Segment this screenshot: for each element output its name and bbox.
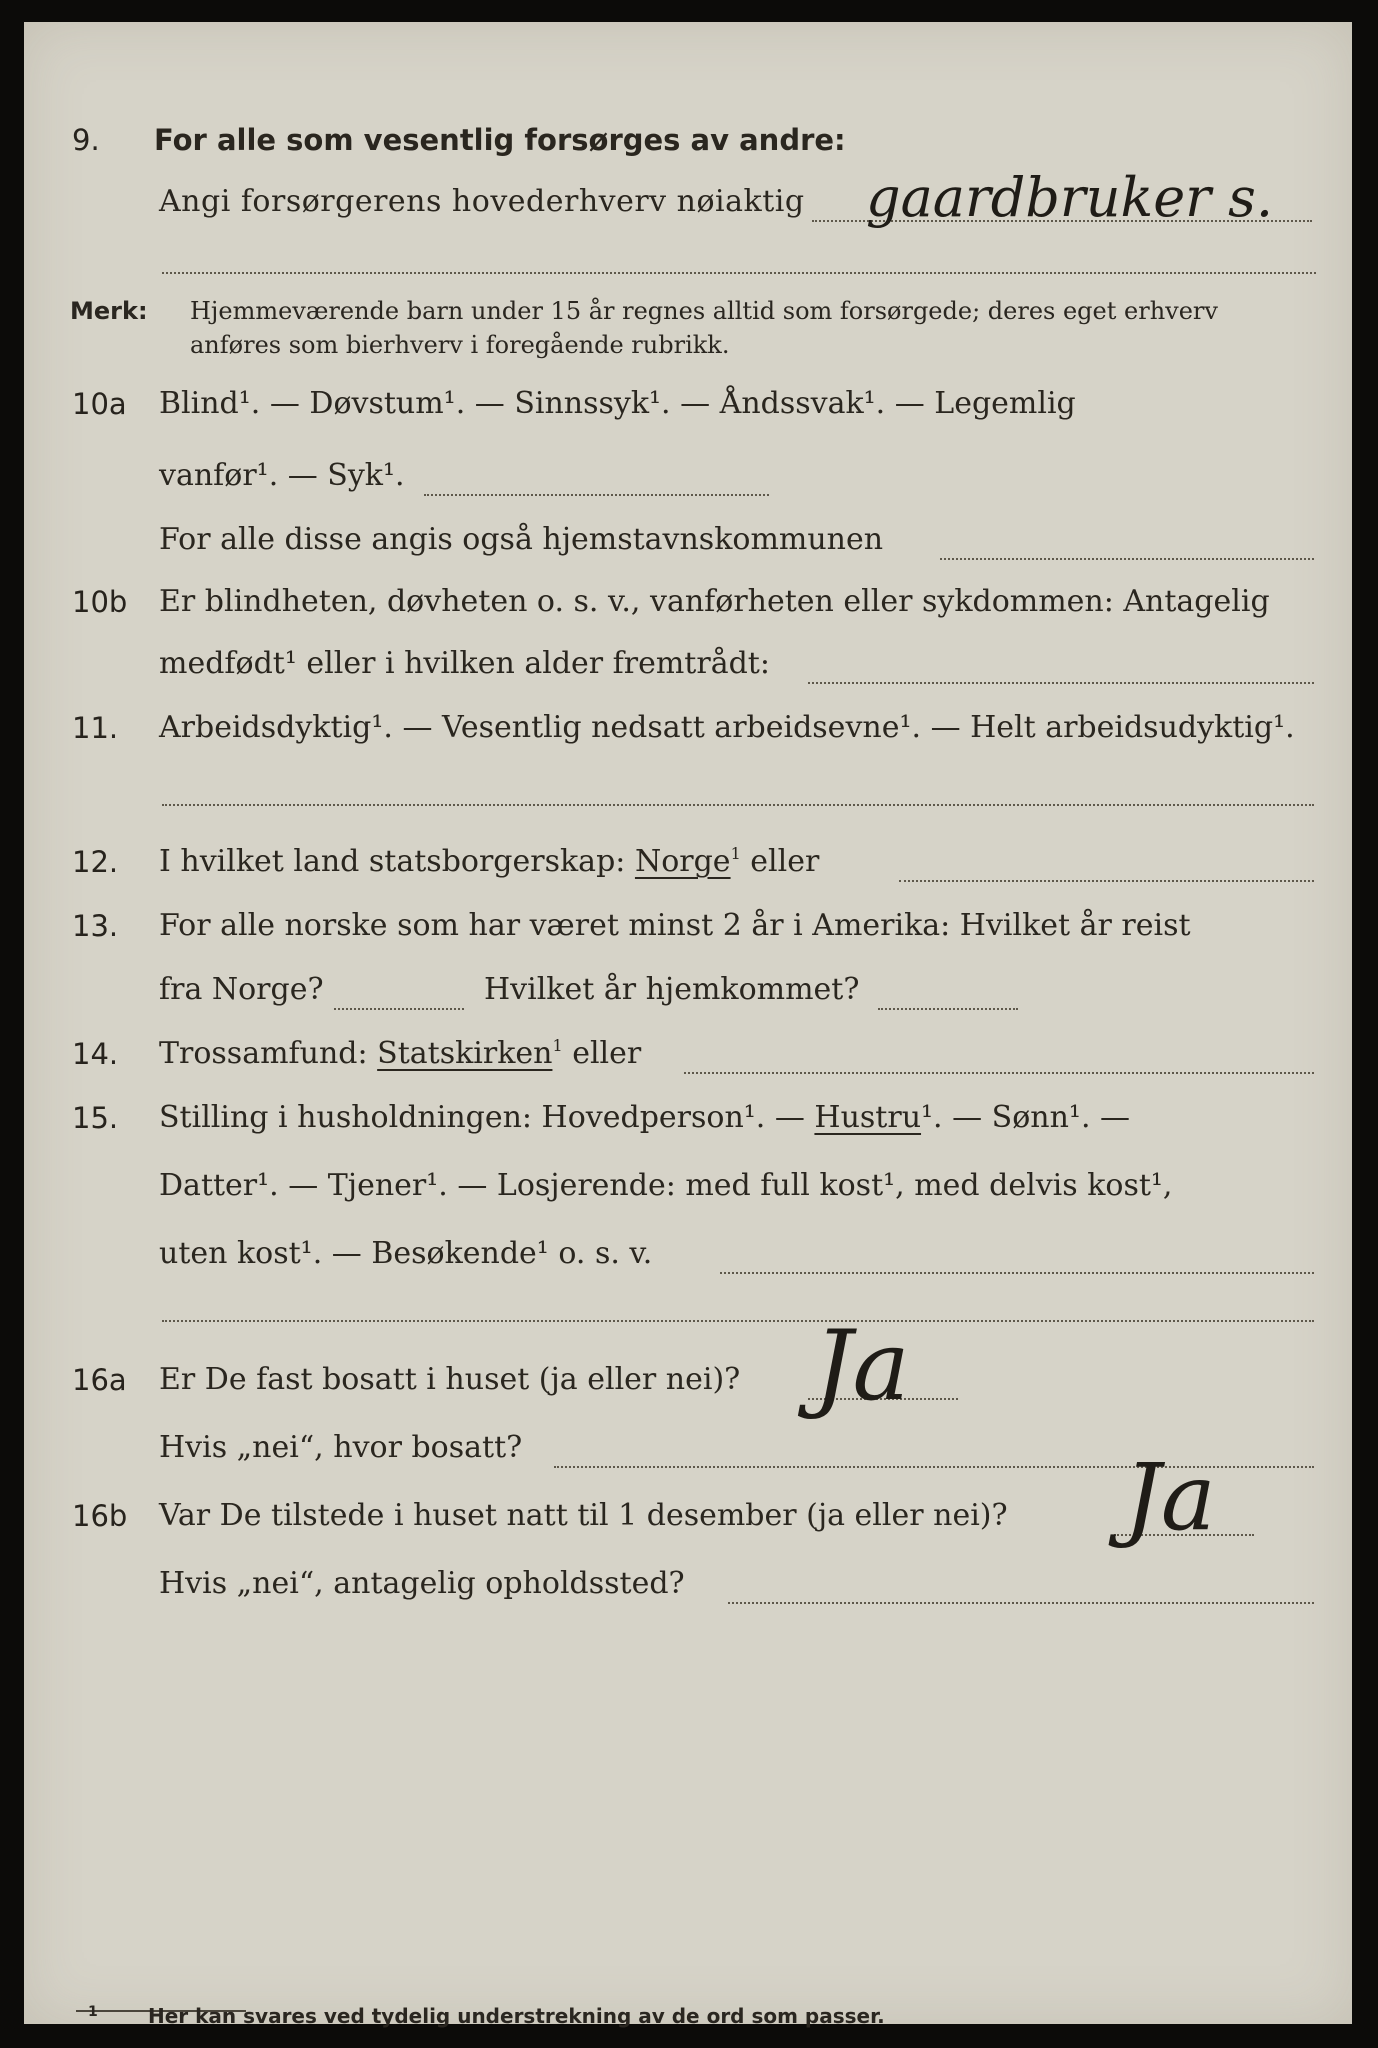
answer-line[interactable]	[424, 494, 769, 496]
handwritten-answer: gaardbruker s.	[866, 166, 1274, 229]
census-form-page	[24, 22, 1352, 2024]
question-text: medfødt¹ eller i hvilken alder fremtrådt:	[159, 646, 770, 681]
question-text: Trossamfund: Statskirken$^1$ eller	[159, 1036, 642, 1071]
question-10a-line-3	[24, 518, 1352, 568]
answer-line-hjemkommet[interactable]	[878, 1008, 1018, 1010]
handwritten-answer: Ja	[1124, 1444, 1216, 1551]
question-text-pre: Stilling i husholdningen: Hovedperson¹. —	[159, 1100, 805, 1135]
question-number: 16a	[72, 1363, 127, 1397]
question-text: Hvilket år hjemkommet?	[484, 972, 860, 1007]
answer-line[interactable]	[684, 1072, 1314, 1074]
question-text: Datter¹. — Tjener¹. — Losjerende: med full kost¹, med delvis kost¹,	[159, 1168, 1173, 1203]
note-line-2: anføres som bierhverv i foregående rubrikk.	[190, 331, 730, 359]
question-10b-line-1	[24, 580, 1352, 630]
question-number: 15.	[72, 1101, 119, 1135]
question-9-header	[24, 118, 1352, 168]
answer-line[interactable]	[808, 682, 1314, 684]
question-text: Hvis „nei“, antagelig opholdssted?	[159, 1566, 685, 1601]
question-text: Blind¹. — Døvstum¹. — Sinnssyk¹. — Åndssvak¹. — Legemlig	[159, 386, 1076, 421]
question-15-line-1	[24, 1096, 1352, 1146]
question-text-post: eller	[750, 844, 820, 879]
answer-line[interactable]	[162, 1320, 1314, 1322]
question-15-line-2	[24, 1164, 1352, 1214]
question-text: Hvis „nei“, hvor bosatt?	[159, 1430, 523, 1465]
underlined-option: Statskirken	[377, 1036, 553, 1071]
question-text: vanfør¹. — Syk¹.	[159, 458, 405, 493]
question-text: For alle disse angis også hjemstavnskommunen	[159, 522, 884, 557]
question-text: Arbeidsdyktig¹. — Vesentlig nedsatt arbeidsevne¹. — Helt arbeidsudyktig¹.	[159, 710, 1295, 745]
handwritten-answer: Ja	[814, 1310, 910, 1422]
question-13-line-1	[24, 904, 1352, 954]
question-10b-line-2	[24, 642, 1352, 692]
question-10a-line-1	[24, 382, 1352, 432]
question-13-line-2	[24, 968, 1352, 1018]
question-15-line-3	[24, 1232, 1352, 1282]
question-16a-line-1	[24, 1310, 1352, 1422]
question-title: For alle som vesentlig forsørges av andre:	[154, 123, 846, 157]
question-text: uten kost¹. — Besøkende¹ o. s. v.	[159, 1236, 653, 1271]
question-text-pre: I hvilket land statsborgerskap:	[159, 844, 626, 879]
underlined-option: Norge	[634, 844, 731, 879]
question-9-line	[24, 166, 1352, 230]
answer-line[interactable]	[720, 1272, 1314, 1274]
question-number: 9.	[72, 123, 100, 157]
question-text-pre: Trossamfund:	[159, 1036, 368, 1071]
answer-line[interactable]	[940, 558, 1314, 560]
question-text: Angi forsørgerens hovederhverv nøiaktig	[159, 184, 805, 219]
answer-line[interactable]	[162, 804, 1314, 806]
question-text: fra Norge?	[159, 972, 324, 1007]
question-text: Var De tilstede i huset natt til 1 desember (ja eller nei)?	[159, 1498, 1008, 1533]
question-12	[24, 840, 1352, 890]
question-number: 13.	[72, 909, 119, 943]
question-14	[24, 1032, 1352, 1082]
question-text: I hvilket land statsborgerskap: Norge$^1$ eller	[159, 844, 820, 879]
question-number: 12.	[72, 845, 119, 879]
question-10a-line-2	[24, 454, 1352, 504]
footnote-mark: 1	[88, 2004, 98, 2020]
question-number: 11.	[72, 711, 119, 745]
question-text-post: eller	[572, 1036, 642, 1071]
question-number: 14.	[72, 1037, 119, 1071]
note-label: Merk:	[70, 297, 148, 325]
answer-line-reist[interactable]	[334, 1008, 464, 1010]
question-text: Er blindheten, døvheten o. s. v., vanførheten eller sykdommen: Antagelig	[159, 584, 1270, 619]
question-text-post: ¹. — Sønn¹. —	[921, 1100, 1131, 1135]
question-text	[159, 1096, 1130, 1140]
question-text: Er De fast bosatt i huset (ja eller nei)?	[159, 1362, 741, 1397]
answer-line[interactable]	[728, 1602, 1314, 1604]
footnote-text: Her kan svares ved tydelig understrekning av de ord som passer.	[148, 2004, 885, 2028]
question-number: 16b	[72, 1499, 128, 1533]
answer-line[interactable]	[899, 880, 1314, 882]
separator-line	[162, 272, 1316, 274]
question-number: 10b	[72, 585, 128, 619]
question-number: 10a	[72, 387, 127, 421]
question-16b-line-2	[24, 1562, 1352, 1612]
underlined-option: Hustru	[814, 1100, 922, 1135]
question-text: For alle norske som har været minst 2 år i Amerika: Hvilket år reist	[159, 908, 1191, 943]
question-11	[24, 706, 1352, 756]
note-line-1: Hjemmeværende barn under 15 år regnes alltid som forsørgede; deres eget erhverv	[190, 297, 1218, 325]
